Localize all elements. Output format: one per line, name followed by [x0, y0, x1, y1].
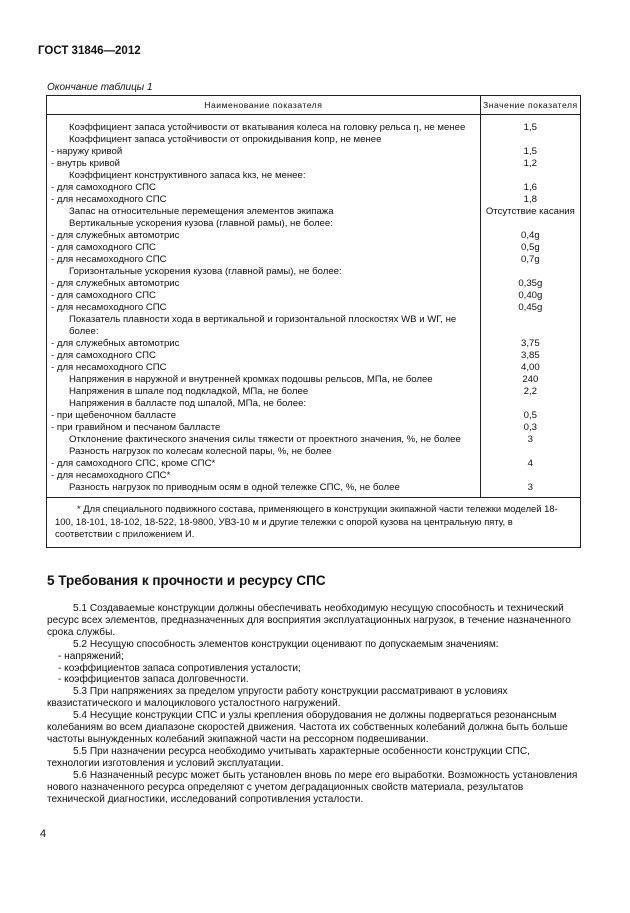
table-row	[47, 158, 581, 170]
table-row	[47, 362, 581, 374]
parameter-name: - для служебных автомотрис	[47, 338, 481, 350]
parameter-value: 240	[480, 374, 580, 386]
section-body	[47, 603, 582, 805]
parameter-name: Вертикальные ускорения кузова (главной рамы), не более:	[47, 218, 481, 230]
table-spacer-row	[47, 115, 581, 123]
table-row	[47, 338, 581, 350]
parameter-name: Напряжения в шпале под подкладкой, МПа, не более	[47, 386, 481, 398]
table-footnote-row	[47, 498, 581, 548]
parameter-value: Отсутствие касания	[480, 206, 580, 218]
parameter-value	[480, 398, 580, 410]
parameter-name: - наружу кривой	[47, 146, 481, 158]
table-row	[47, 314, 581, 338]
parameter-value	[480, 314, 580, 338]
parameter-value: 1,5	[480, 122, 580, 134]
parameter-name: Напряжения в балласте под шпалой, МПа, не более:	[47, 398, 481, 410]
table-row	[47, 182, 581, 194]
table-row	[47, 146, 581, 158]
parameter-value	[480, 266, 580, 278]
list-item: - коэффициентов запаса сопротивления усталости;	[58, 662, 301, 674]
table-row	[47, 398, 581, 410]
parameter-value: 3	[480, 482, 580, 498]
table-row	[47, 266, 581, 278]
table-row	[47, 254, 581, 266]
table-row	[47, 194, 581, 206]
parameter-value: 3,75	[480, 338, 580, 350]
list-item: - напряжений;	[58, 650, 124, 662]
parameter-name: Отклонение фактического значения силы тяжести от проектного значения, %, не более	[47, 434, 481, 446]
paragraph: 5.2 Несущую способность элементов конструкции оценивают по допускаемым значениям:	[73, 638, 499, 650]
parameter-name: - для служебных автомотрис	[47, 230, 481, 242]
parameter-value: 0,5g	[480, 242, 580, 254]
parameters-table	[46, 95, 581, 548]
parameter-value: 1,2	[480, 158, 580, 170]
table-row	[47, 386, 581, 398]
parameter-value: 3	[480, 434, 580, 446]
table-row	[47, 374, 581, 386]
paragraph: 5.6 Назначенный ресурс может быть установлен вновь по мере его выработки. Возможность установления нового назначенного ресурса определяют с учетом деградационных свойств материала, результатов технической диагностики, исследований сопротивления усталости.	[47, 769, 578, 805]
parameter-value: 0,5	[480, 410, 580, 422]
table-row	[47, 302, 581, 314]
parameter-name: - для самоходного СПС	[47, 290, 481, 302]
parameter-name: Горизонтальные ускорения кузова (главной рамы), не более:	[47, 266, 481, 278]
parameter-name: Запас на относительные перемещения элементов экипажа	[47, 206, 481, 218]
parameter-value	[480, 170, 580, 182]
table-row	[47, 278, 581, 290]
table-row	[47, 434, 581, 446]
table-row	[47, 446, 581, 458]
table-row	[47, 206, 581, 218]
table-row	[47, 122, 581, 134]
column-header-name: Наименование показателя	[47, 96, 481, 115]
table-row	[47, 422, 581, 434]
parameter-name: Коэффициент запаса устойчивости от опрокидывания kопр, не менее	[47, 134, 481, 146]
parameter-name: - для несамоходного СПС	[47, 362, 481, 374]
parameter-value: 2,2	[480, 386, 580, 398]
table-row	[47, 410, 581, 422]
table-row	[47, 242, 581, 254]
document-header: ГОСТ 31846—2012	[38, 45, 141, 57]
paragraph: 5.5 При назначении ресурса необходимо учитывать характерные особенности конструкции СПС, технологии изготовления и условий эксплуатации.	[47, 745, 530, 769]
paragraph: 5.1 Создаваемые конструкции должны обеспечивать необходимую несущую способность и технический ресурс всех элементов, предназначенных для восприятия эксплуатационных нагрузок, в течение назначенного срока службы.	[47, 603, 571, 638]
page-number: 4	[40, 828, 47, 840]
parameter-name: - для самоходного СПС, кроме СПС*	[47, 458, 481, 470]
parameter-name: - при щебеночном балласте	[47, 410, 481, 422]
parameter-name: - для несамоходного СПС	[47, 194, 481, 206]
table-row	[47, 230, 581, 242]
table-row	[47, 482, 581, 498]
parameter-name: Разность нагрузок по приводным осям в одной тележке СПС, %, не более	[47, 482, 481, 498]
parameter-value: 4,00	[480, 362, 580, 374]
parameter-name: - для несамоходного СПС	[47, 302, 481, 314]
parameter-value: 1,8	[480, 194, 580, 206]
parameter-value: 1,5	[480, 146, 580, 158]
table-footnote: * Для специального подвижного состава, применяющего в конструкции экипажной части тележки моделей 18-100, 18-101, 18-102, 18-522, 18-9800, УВЗ-10 м и другие тележки с опорой кузова на центральную пяту, в соответствии с приложением И.	[47, 498, 581, 548]
parameter-value: 0,3	[480, 422, 580, 434]
table-header-row	[47, 96, 581, 115]
table-row	[47, 134, 581, 146]
parameter-value	[480, 470, 580, 482]
table-row	[47, 170, 581, 182]
parameter-value: 0,45g	[480, 302, 580, 314]
table-caption: Окончание таблицы 1	[47, 82, 153, 93]
parameter-name: Показатель плавности хода в вертикальной и горизонтальной плоскостях WВ и WГ, не более:	[47, 314, 481, 338]
table-row	[47, 218, 581, 230]
parameter-name: - для самоходного СПС	[47, 350, 481, 362]
paragraph: 5.4 Несущие конструкции СПС и узлы крепления оборудования не должны подвергаться резонансным колебаниям во всем диапазоне скоростей движения. Частота их собственных колебаний должна быть больше частоты вынужденных колебаний экипажной части на рессорном подвешивании.	[47, 710, 568, 745]
parameter-value	[480, 134, 580, 146]
table-row	[47, 290, 581, 302]
parameter-name: - для самоходного СПС	[47, 182, 481, 194]
parameter-name: Напряжения в наружной и внутренней кромках подошвы рельсов, МПа, не более	[47, 374, 481, 386]
parameter-value	[480, 218, 580, 230]
section-title: 5 Требования к прочности и ресурсу СПС	[47, 573, 326, 588]
parameter-name: - для самоходного СПС	[47, 242, 481, 254]
parameter-value: 4	[480, 458, 580, 470]
table-row	[47, 458, 581, 470]
parameter-value: 3,85	[480, 350, 580, 362]
parameter-name: - внутрь кривой	[47, 158, 481, 170]
list-item: - коэффициентов запаса долговечности.	[58, 674, 249, 686]
table-row	[47, 350, 581, 362]
parameter-value: 0,40g	[480, 290, 580, 302]
table-row	[47, 470, 581, 482]
parameter-name: - для несамоходного СПС	[47, 254, 481, 266]
parameter-name: Коэффициент запаса устойчивости от вкатывания колеса на головку рельса η, не менее	[47, 122, 481, 134]
parameter-name: - для несамоходного СПС*	[47, 470, 481, 482]
parameter-name: Коэффициент конструктивного запаса kкз, не менее:	[47, 170, 481, 182]
parameter-value: 0,7g	[480, 254, 580, 266]
parameter-name: - при гравийном и песчаном балласте	[47, 422, 481, 434]
parameter-value: 1,6	[480, 182, 580, 194]
parameter-value: 0,35g	[480, 278, 580, 290]
parameter-name: Разность нагрузок по колесам колесной пары, %, не более	[47, 446, 481, 458]
parameter-value: 0,4g	[480, 230, 580, 242]
parameter-value	[480, 446, 580, 458]
paragraph: 5.3 При напряжениях за пределом упругости работу конструкции рассматривают в условиях квазистатического и малоциклового усталостного нагружений.	[47, 686, 508, 710]
column-header-value: Значение показателя	[480, 96, 580, 115]
parameter-name: - для служебных автомотрис	[47, 278, 481, 290]
